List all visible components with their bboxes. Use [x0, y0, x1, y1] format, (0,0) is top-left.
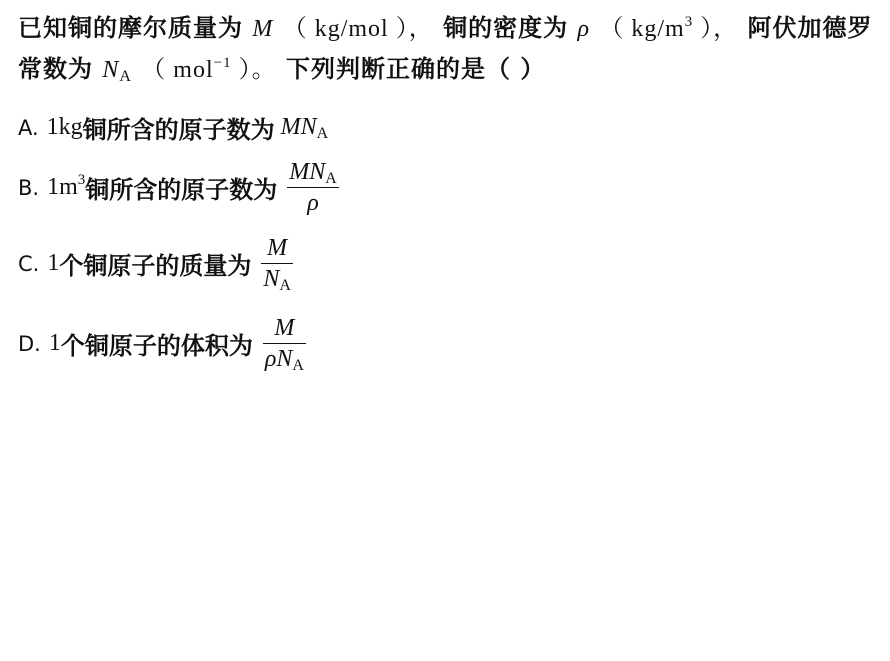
option-amount: 1: [48, 330, 61, 356]
fraction: [261, 233, 293, 294]
option-c[interactable]: [18, 233, 293, 294]
numerator: M: [267, 235, 288, 261]
option-d[interactable]: [18, 313, 306, 374]
symbol-NA: $N_A$: [102, 57, 132, 85]
denominator: $N_A$: [263, 266, 291, 294]
option-text: 铜所含的原子数为: [85, 175, 278, 204]
stem-text-3: 阿伏加德罗常数为: [18, 13, 873, 83]
option-text: 个铜原子的质量为: [59, 251, 252, 280]
option-letter: A.: [18, 115, 39, 140]
numerator: M: [274, 315, 295, 341]
fraction: [263, 313, 306, 374]
option-text: 个铜原子的体积为: [60, 331, 253, 360]
stem-text-4: 下列判断正确的是（ ）: [285, 54, 546, 83]
denominator: ρ: [307, 190, 319, 216]
unit-kg-per-mol: （ kg/mol ），: [282, 16, 434, 42]
option-a[interactable]: [18, 110, 328, 145]
numerator: $MN_A$: [289, 159, 337, 187]
option-letter: C.: [18, 251, 40, 276]
unit-mol-inverse: （ mol$^{-1}$ ）。: [141, 55, 277, 83]
option-letter: D.: [18, 331, 41, 356]
option-expression: $MN_A$: [280, 114, 329, 142]
stem-text-2: 铜的密度为: [443, 13, 569, 42]
option-b[interactable]: [18, 157, 339, 218]
option-amount: 1: [47, 250, 60, 276]
symbol-M: M: [252, 16, 274, 42]
option-amount: $1m^3$: [47, 172, 86, 200]
fraction: [287, 157, 339, 218]
option-amount: 1kg: [46, 114, 83, 140]
question-stem: [18, 8, 878, 90]
stem-text-1: 已知铜的摩尔质量为: [18, 13, 243, 42]
option-text: 铜所含的原子数为: [82, 115, 275, 144]
denominator: $\rho N_A$: [264, 346, 304, 374]
symbol-rho: ρ: [577, 16, 590, 42]
unit-kg-per-m3: （ $kg/m^3$ ），: [599, 14, 739, 42]
option-letter: B.: [18, 175, 40, 200]
